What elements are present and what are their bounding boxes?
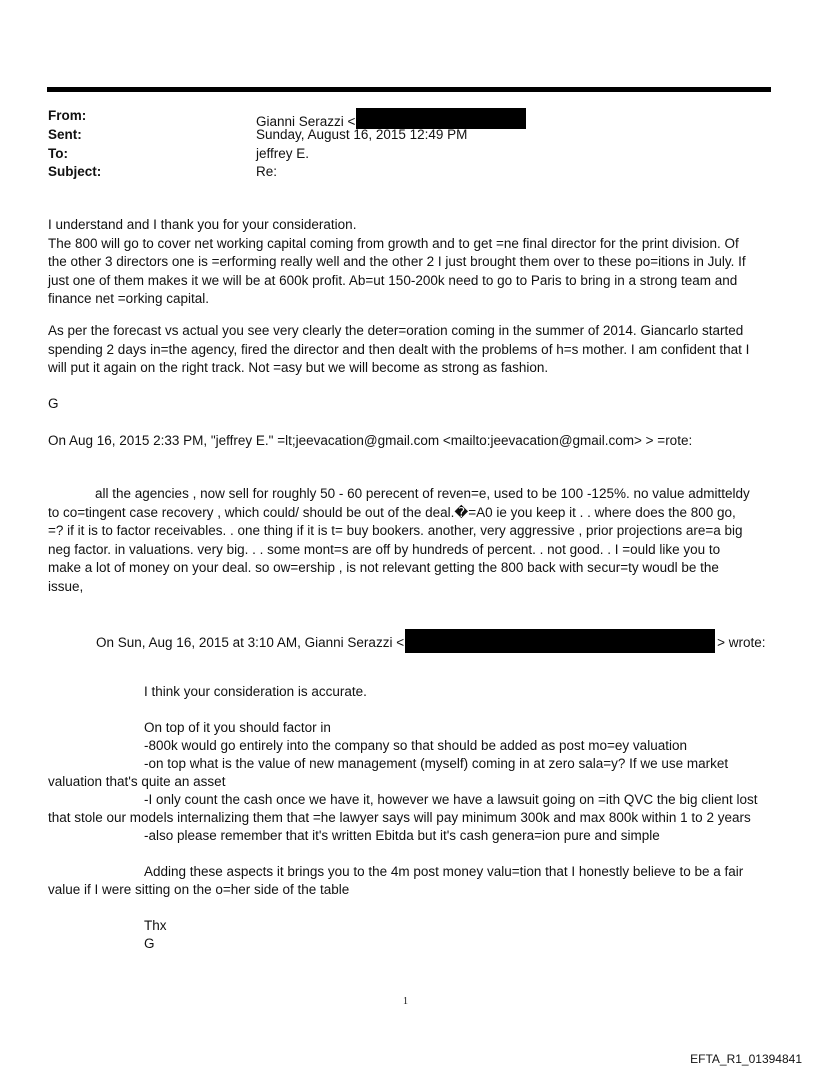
quoted-line: -I only count the cash once we have it, however we have a lawsuit going on =ith QVC the big client lost — [144, 792, 758, 807]
from-label: From: — [48, 108, 87, 123]
text-line: issue, — [48, 578, 84, 594]
text-line: The 800 will go to cover net working capital coming from growth and to get =ne final director for the print division. Of — [48, 235, 739, 251]
quote-header-2-suffix: > wrote: — [717, 635, 766, 650]
text-line: I understand and I thank you for your consideration. — [48, 217, 357, 232]
redaction-block — [405, 629, 715, 653]
document-id: EFTA_R1_01394841 — [690, 1052, 802, 1066]
sent-label: Sent: — [48, 127, 82, 142]
text-line: all the agencies , now sell for roughly 50 - 60 perecent of reven=e, used to be 100 -125%. no value admitteldy — [95, 486, 750, 501]
quoted-message-1 — [48, 485, 750, 596]
text-line: will put it again on the right track. Not =asy but we will become as strong as fashion. — [48, 360, 549, 375]
to-value: jeffrey E. — [256, 146, 310, 161]
quoted-line: that stole our models internalizing them that =he lawyer says will pay minimum 300k and max 800k within 1 to 2 years — [48, 810, 751, 825]
page-number: 1 — [403, 996, 408, 1007]
from-value — [256, 108, 526, 129]
text-line: just one of them makes it we will be at 600k profit. Ab=ut 150-200k need to go to Paris to bring in a strong team and — [48, 272, 738, 288]
quoted-line: Adding these aspects it brings you to the 4m post money valu=tion that I honestly believe to be a fair — [144, 864, 744, 879]
signature-initial: G — [48, 396, 59, 411]
sent-value: Sunday, August 16, 2015 12:49 PM — [256, 127, 468, 142]
quoted-line: I think your consideration is accurate. — [144, 684, 367, 699]
closing-thanks: Thx — [144, 918, 167, 933]
text-line: As per the forecast vs actual you see very clearly the deter=oration coming in the summer of 2014. Giancarlo started — [48, 323, 744, 338]
quoted-line: -on top what is the value of new management (myself) coming in at zero sala=y? If we use market — [144, 756, 729, 771]
text-line: the other 3 directors one is =erforming really well and the other 2 I just brought them over to these po=itions in July. If — [48, 254, 746, 269]
body-paragraph-2 — [48, 322, 749, 378]
text-line: finance net =orking capital. — [48, 291, 209, 306]
quoted-line: value if I were sitting on the o=her side of the table — [48, 882, 350, 897]
text-line: to co=tingent case recovery , which could/ should be out of the deal.�=A0 ie you keep it . . where does the 800 go, — [48, 504, 736, 520]
quote-header-2 — [96, 629, 765, 653]
text-line: make a lot of money on your deal. so ow=ership , is not relevant getting the 800 back with secur=ty woudl be the — [48, 560, 719, 575]
quoted-line: -also please remember that it's written Ebitda but it's cash genera=ion pure and simple — [144, 828, 660, 843]
body-paragraph-1 — [48, 216, 746, 309]
text-line: =? if it is to factor receivables. . one thing if it is t= buy bookers. another, very aggressive , prior projections are=a big — [48, 523, 743, 538]
header-rule — [47, 87, 771, 92]
quoted-line: valuation that's quite an asset — [48, 774, 226, 789]
signature-initial: G — [144, 936, 155, 951]
quoted-line: On top of it you should factor in — [144, 720, 331, 735]
to-label: To: — [48, 146, 68, 161]
quoted-line: -800k would go entirely into the company so that should be added as post mo=ey valuation — [144, 738, 687, 753]
quote-header-1: On Aug 16, 2015 2:33 PM, "jeffrey E." =lt;jeevacation@gmail.com <mailto:jeevacation@gmail.com> > =rote: — [48, 433, 693, 448]
redaction-block — [356, 108, 526, 129]
subject-value: Re: — [256, 164, 278, 179]
from-name: Gianni Serazzi < — [256, 114, 356, 129]
text-line: spending 2 days in=the agency, fired the director and then dealt with the problems of h=s mother. I am confident that I — [48, 341, 750, 357]
text-line: neg factor. in valuations. very big. . . some mont=s are off by hundreds of percent. . not good. . I =ould like you to — [48, 541, 721, 557]
subject-label: Subject: — [48, 164, 102, 179]
quote-header-2-prefix: On Sun, Aug 16, 2015 at 3:10 AM, Gianni Serazzi < — [96, 635, 405, 650]
